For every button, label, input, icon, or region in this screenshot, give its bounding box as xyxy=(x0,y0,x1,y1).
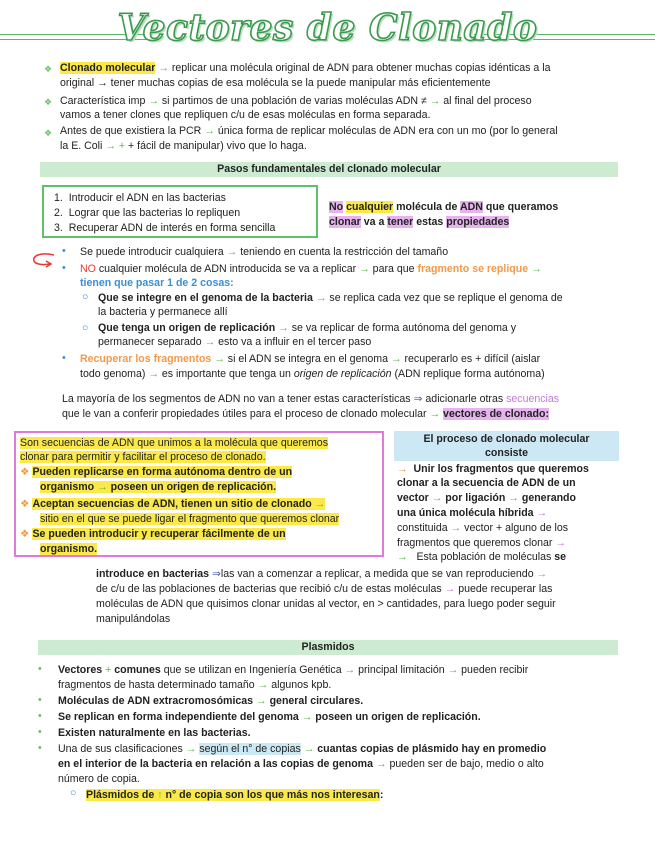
detail-text: secuencias xyxy=(506,393,560,405)
proceso-header xyxy=(394,431,619,461)
box-line: ❖ Pueden replicarse en forma autónoma dentro de un xyxy=(20,466,293,478)
detail-line: Que se integre en el genoma de la bacteria → se replica cada vez que se replique el genoma de xyxy=(98,292,563,304)
plasmid-text: n° de copia son los que más nos interesan xyxy=(165,789,380,801)
plasmid-text: principal limitación xyxy=(358,664,445,676)
step-text: Introducir el ADN en las bacterias xyxy=(68,192,226,204)
box-text: Aceptan secuencias de ADN, tienen un sitio de clonado xyxy=(32,498,312,510)
detail-text: para que xyxy=(372,263,415,275)
proceso-header-line: El proceso de clonado molecular xyxy=(423,433,590,445)
intro-text: replicar una molécula original de ADN para obtener muchas copias idénticas a la xyxy=(171,62,551,74)
intro-text: + fácil de manipular) vivo que lo haga. xyxy=(128,140,307,152)
proceso-text: vector xyxy=(397,492,429,504)
plasmid-text: Moléculas de ADN extracromosómicas xyxy=(58,695,254,707)
detail-text: que le van a conferir propiedades útiles para el proceso de clonado molecular xyxy=(62,408,427,420)
proceso-line: → Esta población de moléculas se xyxy=(397,551,567,563)
detail-line: tienen que pasar 1 de 2 cosas: xyxy=(80,277,234,289)
circle-bullet-icon: ○ xyxy=(82,291,89,303)
dot-bullet-icon: • xyxy=(62,262,66,274)
box-line: organismo → poseen un origen de replicación. xyxy=(40,481,277,493)
proceso-text: de c/u de las poblaciones de bacterias que recibió c/u de estas moléculas xyxy=(96,583,442,595)
plasmid-line: Existen naturalmente en las bacterias. xyxy=(58,727,251,739)
detail-line: la bacteria y permanece allí xyxy=(98,306,228,318)
detail-text: adicionarle otras xyxy=(425,393,504,405)
detail-line: Recuperar los fragmentos → si el ADN se integra en el genoma → recuperarlo es + difícil (aislar xyxy=(80,353,541,365)
proceso-line: introduce en bacterias ⇒las van a comenzar a replicar, a medida que se van reproduciendo → xyxy=(96,568,548,580)
intro-line: la E. Coli → + + fácil de manipular) vivo que lo haga. xyxy=(60,140,307,152)
plasmid-text: algunos kpb. xyxy=(271,679,332,691)
detail-text: cualquier molécula de ADN introducida se va a replicar xyxy=(98,263,357,275)
box-line xyxy=(20,436,328,451)
detail-text: vectores de clonado: xyxy=(443,408,550,420)
detail-line: Se puede introducir cualquiera → teniendo en cuenta la restricción del tamaño xyxy=(80,246,449,258)
proceso-line: → Unir los fragmentos que queremos xyxy=(397,463,589,475)
section-header-plasmidos: Plasmidos xyxy=(38,640,618,655)
proceso-header-line: consiste xyxy=(485,447,528,459)
box-text: sitio en el que se puede ligar el fragmento que queremos clonar xyxy=(40,513,340,525)
detail-text: se replica cada vez que se replique el genoma de xyxy=(329,292,563,304)
detail-text: todo genoma) xyxy=(80,368,146,380)
vectores-definition-box xyxy=(14,431,384,557)
detail-text: recuperarlo es + difícil (aislar xyxy=(404,353,541,365)
plasmid-line: en el interior de la bacteria en relación a las copias de genoma → pueden ser de bajo, medio o alto xyxy=(58,758,544,770)
intro-text: única forma de replicar moléculas de ADN era con un mo (por lo general xyxy=(217,125,558,137)
step-item: 2. Lograr que las bacterias lo repliquen xyxy=(54,207,241,219)
proceso-text: Esta población de moléculas xyxy=(416,551,552,563)
plasmid-text: que se utilizan en Ingeniería Genética xyxy=(163,664,342,676)
proceso-text: Unir los fragmentos que queremos xyxy=(413,463,589,475)
proceso-line: manipulándolas xyxy=(96,613,171,625)
box-text: Pueden replicarse en forma autónoma dentro de un xyxy=(32,466,293,478)
proceso-line: clonar a la secuencia de ADN de un xyxy=(397,477,576,489)
detail-text: fragmento se replique xyxy=(417,263,529,275)
plasmid-text: Una de sus clasificaciones xyxy=(58,743,183,755)
note-word: tener xyxy=(387,216,414,228)
box-text: Se pueden introducir y recuperar fácilmente de un xyxy=(32,528,286,540)
plasmid-line: Moléculas de ADN extracromosómicas → general circulares. xyxy=(58,695,364,707)
circle-bullet-icon: ○ xyxy=(70,787,77,799)
intro-line: original → tener muchas copias de esa molécula se la puede manipular más eficientemente xyxy=(60,77,491,89)
proceso-line: de c/u de las poblaciones de bacterias que recibió c/u de estas moléculas → puede recuperar las xyxy=(96,583,553,595)
note-word: estas xyxy=(416,216,444,228)
plasmid-text: Se replican en forma independiente del genoma xyxy=(58,711,299,723)
plasmid-text: pueden recibir xyxy=(461,664,529,676)
note-word: cualquier xyxy=(346,201,394,213)
plasmid-text: según el n° de copias xyxy=(199,743,301,755)
proceso-line: fragmentos que queremos clonar → xyxy=(397,537,567,549)
proceso-line: vector → por ligación → generando xyxy=(397,492,576,504)
plasmid-text: fragmentos de hasta determinado tamaño xyxy=(58,679,255,691)
term-highlight: Clonado molecular xyxy=(60,62,156,74)
box-text: Son secuencias de ADN que unimos a la molécula que queremos xyxy=(20,437,328,449)
detail-line: permanecer separado → esto va a influir en el tercer paso xyxy=(98,336,372,348)
intro-line: Antes de que existiera la PCR → única forma de replicar moléculas de ADN era con un mo (por lo general xyxy=(60,125,558,137)
detail-text: es importante que tenga un xyxy=(161,368,291,380)
dot-bullet-icon: • xyxy=(38,742,42,754)
intro-line: Clonado molecular → replicar una molécula original de ADN para obtener muchas copias idénticas a la xyxy=(60,62,551,74)
intro-line: Característica imp → si partimos de una población de varias moléculas ADN ≠ → al final del proceso xyxy=(60,95,532,107)
proceso-text: fragmentos que queremos clonar xyxy=(397,537,553,549)
note-word: clonar xyxy=(329,216,361,228)
plasmid-line: fragmentos de hasta determinado tamaño → algunos kpb. xyxy=(58,679,332,691)
section-header-pasos: Pasos fundamentales del clonado molecular xyxy=(40,162,618,177)
detail-text: Se puede introducir cualquiera xyxy=(80,246,224,258)
circle-bullet-icon: ○ xyxy=(82,322,89,334)
box-line xyxy=(40,512,339,527)
plasmid-text: poseen un origen de replicación xyxy=(315,711,478,723)
detail-line: La mayoría de los segmentos de ADN no van a tener estas características ⇒ adicionarle otras secuencias xyxy=(62,393,560,405)
note-word: No xyxy=(329,201,344,213)
step-item: 1. Introducir el ADN en las bacterias xyxy=(54,192,226,204)
detail-line: todo genoma) → es importante que tenga un origen de replicación (ADN replique forma autónoma) xyxy=(80,368,545,380)
detail-text: esto va a influir en el tercer paso xyxy=(218,336,372,348)
detail-text: se va replicar de forma autónoma del genoma y xyxy=(291,322,517,334)
detail-text: permanecer separado xyxy=(98,336,202,348)
note-word: que queramos xyxy=(485,201,559,213)
detail-text: (ADN replique forma autónoma) xyxy=(394,368,545,380)
box-text: organismo. xyxy=(40,543,98,555)
diamond-bullet-icon: ❖ xyxy=(44,128,53,138)
plasmid-text: Vectores xyxy=(58,664,103,676)
proceso-line: constituida → vector + alguno de los xyxy=(397,522,569,534)
box-line: ❖ Aceptan secuencias de ADN, tienen un sitio de clonado → xyxy=(20,498,326,510)
box-text: poseen un origen de replicación. xyxy=(110,481,277,493)
plasmid-line: número de copia. xyxy=(58,773,140,785)
proceso-text: constituida xyxy=(397,522,448,534)
intro-line: vamos a tener clones que repliquen c/u de esas moléculas en forma separada. xyxy=(60,109,431,121)
intro-text: al final del proceso xyxy=(443,95,532,107)
proceso-text: puede recuperar las xyxy=(458,583,553,595)
detail-text: teniendo en cuenta la restricción del tamaño xyxy=(240,246,449,258)
detail-text: Que se integre en el genoma de la bacteria xyxy=(98,292,313,304)
plasmid-line: Vectores + comunes que se utilizan en Ingeniería Genética → principal limitación → pueden recibir xyxy=(58,664,529,676)
dot-bullet-icon: • xyxy=(38,726,42,738)
proceso-text: se xyxy=(554,551,567,563)
intro-text: la E. Coli xyxy=(60,140,103,152)
detail-text: La mayoría de los segmentos de ADN no van a tener estas características xyxy=(62,393,411,405)
diamond-bullet-icon: ❖ xyxy=(44,97,53,107)
diamond-bullet-icon: ❖ xyxy=(44,64,53,74)
box-text: clonar para permitir y facilitar el proceso de clonado. xyxy=(20,451,266,463)
detail-text: si el ADN se integra en el genoma xyxy=(227,353,388,365)
steps-note xyxy=(329,215,509,230)
note-word: molécula de xyxy=(396,201,458,213)
plasmid-line: Se replican en forma independiente del genoma → poseen un origen de replicación. xyxy=(58,711,481,723)
detail-text: origen de replicación xyxy=(293,368,392,380)
plasmid-text: en el interior de la bacteria en relación a las copias de genoma xyxy=(58,758,373,770)
detail-text: Recuperar los fragmentos xyxy=(80,353,212,365)
box-line: ❖ Se pueden introducir y recuperar fácilmente de un xyxy=(20,528,286,540)
intro-text: Característica imp xyxy=(60,95,146,107)
box-text: organismo xyxy=(40,481,95,493)
box-line xyxy=(40,542,97,557)
step-text: Recuperar ADN de interés en forma sencilla xyxy=(68,222,276,234)
detail-line: que le van a conferir propiedades útiles para el proceso de clonado molecular → vectores de clonado: xyxy=(62,408,550,420)
note-word: ADN xyxy=(459,201,483,213)
proceso-text: vector + alguno de los xyxy=(464,522,569,534)
intro-text: Antes de que existiera la PCR xyxy=(60,125,202,137)
plasmid-text: comunes xyxy=(114,664,161,676)
proceso-line: moléculas de ADN que quisimos clonar unidas al vector, en > cantidades, para luego poder seguir xyxy=(96,598,556,610)
dot-bullet-icon: • xyxy=(62,245,66,257)
plasmid-line: Una de sus clasificaciones → según el n° de copias → cuantas copias de plásmido hay en promedio xyxy=(58,743,547,755)
proceso-text: por ligación xyxy=(445,492,506,504)
proceso-text: las van a comenzar a replicar, a medida que se van reproduciendo xyxy=(220,568,534,580)
dot-bullet-icon: • xyxy=(38,694,42,706)
proceso-text: una única molécula híbrida xyxy=(397,507,534,519)
plasmid-text: general circulares xyxy=(269,695,361,707)
step-text: Lograr que las bacterias lo repliquen xyxy=(68,207,241,219)
note-word: va a xyxy=(363,216,385,228)
box-line xyxy=(20,450,266,465)
page-title: Vectores de Clonado xyxy=(117,7,538,49)
detail-line: Que tenga un origen de replicación → se va replicar de forma autónoma del genoma y xyxy=(98,322,517,334)
plasmid-text: Plásmidos de xyxy=(86,789,155,801)
proceso-text: introduce en bacterias xyxy=(96,568,210,580)
plasmid-text: pueden ser de bajo, medio o alto xyxy=(389,758,544,770)
steps-box xyxy=(42,185,318,238)
step-item: 3. Recuperar ADN de interés en forma sencilla xyxy=(54,222,276,234)
detail-text: Que tenga un origen de replicación xyxy=(98,322,276,334)
intro-text: si partimos de una población de varias moléculas ADN ≠ xyxy=(161,95,427,107)
dot-bullet-icon: • xyxy=(38,663,42,675)
dot-bullet-icon: • xyxy=(38,710,42,722)
detail-line: NO cualquier molécula de ADN introducida se va a replicar → para que fragmento se replique → xyxy=(80,263,542,275)
note-word: propiedades xyxy=(446,216,510,228)
proceso-line: una única molécula híbrida → xyxy=(397,507,548,519)
curved-arrow-icon xyxy=(30,250,56,270)
dot-bullet-icon: • xyxy=(62,352,66,364)
plasmid-line: Plásmidos de ↑ n° de copia son los que más nos interesan: xyxy=(86,789,384,801)
plasmid-text: cuantas copias de plásmido hay en promedio xyxy=(317,743,547,755)
steps-note xyxy=(329,200,558,215)
proceso-text: generando xyxy=(521,492,576,504)
detail-text: NO xyxy=(80,263,96,275)
